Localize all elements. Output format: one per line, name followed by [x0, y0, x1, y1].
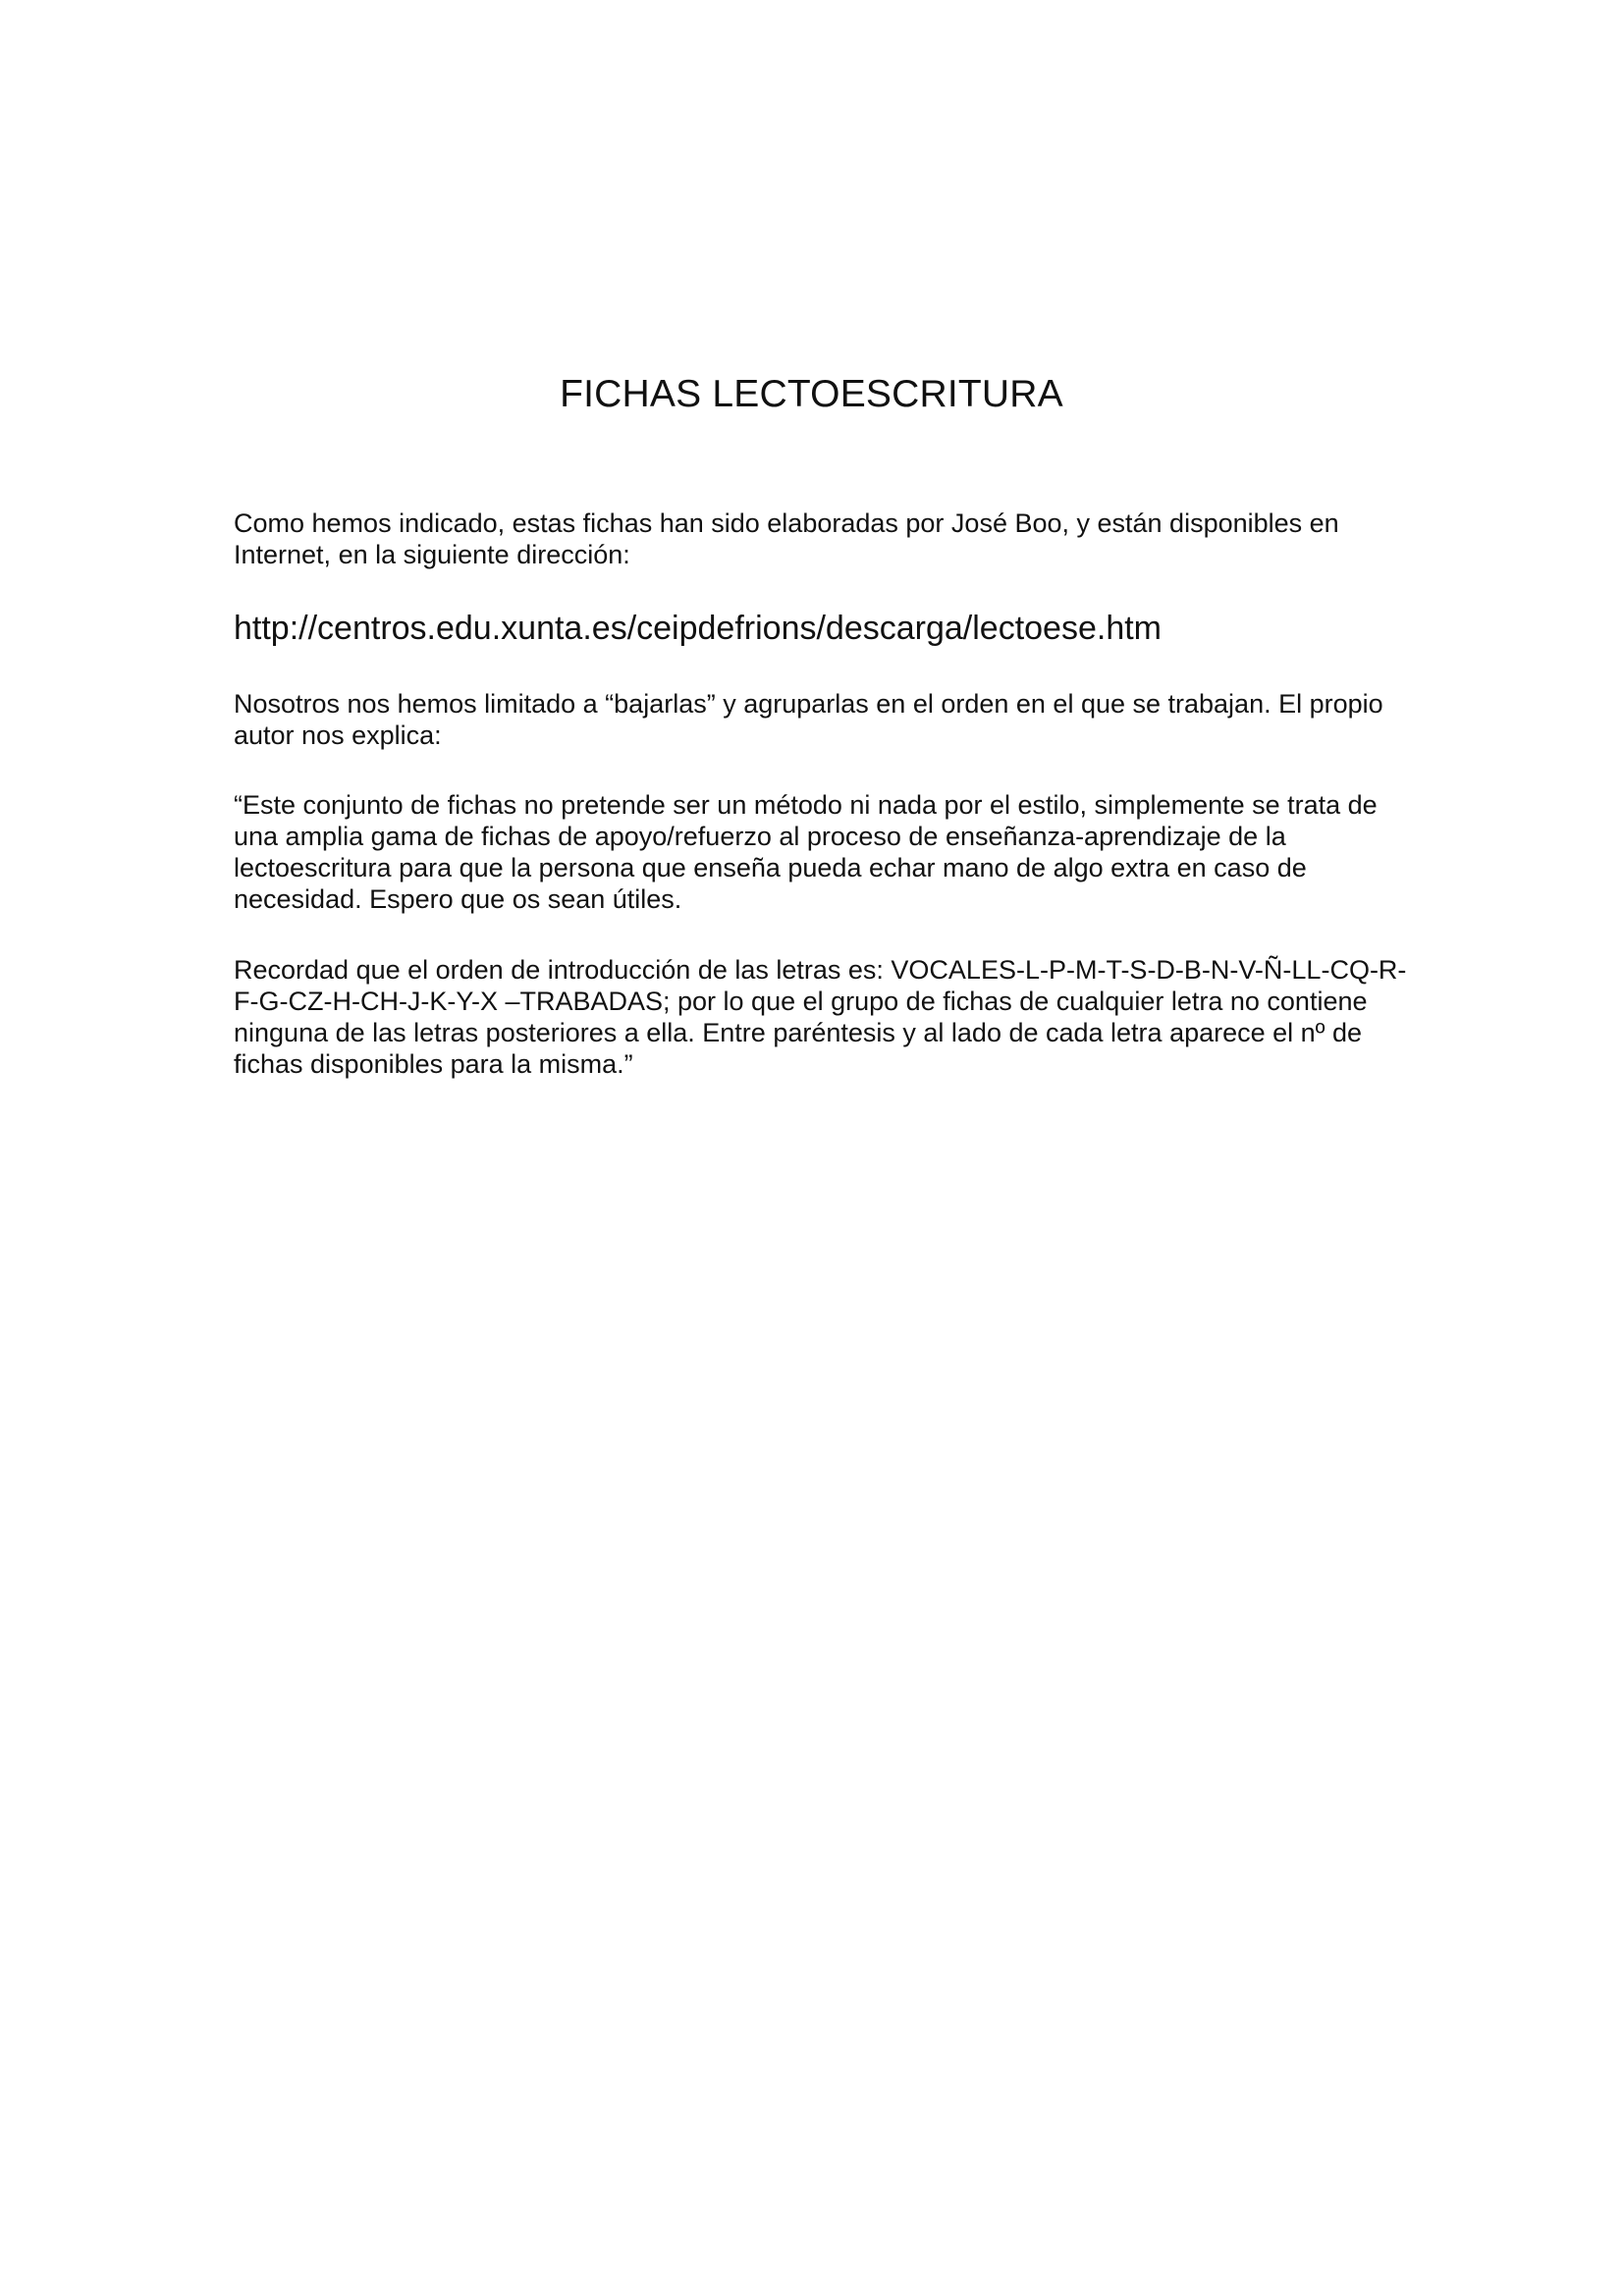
- author-quote-paragraph: “Este conjunto de fichas no pretende ser un método ni nada por el estilo, simplemente se trata de una amplia gama de fichas de apoyo/refuerzo al proceso de enseñanza-aprendizaje de la lectoescritura para que la persona que enseña pueda echar mano de algo extra en caso de necesidad. Espero que os sean útiles.: [234, 790, 1378, 914]
- document-title: FICHAS LECTOESCRITURA: [560, 373, 1063, 415]
- letter-order-paragraph: Recordad que el orden de introducción de las letras es: VOCALES-L-P-M-T-S-D-B-N-V-Ñ-LL-CQ-R-F-G-CZ-H-CH-J-K-Y-X –TRABADAS; por lo que el grupo de fichas de cualquier letra no contiene ninguna de las letras posteriores a ella. Entre paréntesis y al lado de cada letra aparece el nº de fichas disponibles para la misma.”: [234, 955, 1407, 1079]
- intro-paragraph: Como hemos indicado, estas fichas han sido elaboradas por José Boo, y están disponibles en Internet, en la siguiente dirección:: [234, 508, 1339, 569]
- explanation-paragraph: Nosotros nos hemos limitado a “bajarlas” y agruparlas en el orden en el que se trabajan. El propio autor nos explica:: [234, 689, 1383, 750]
- source-url: http://centros.edu.xunta.es/ceipdefrions/descarga/lectoese.htm: [234, 610, 1162, 647]
